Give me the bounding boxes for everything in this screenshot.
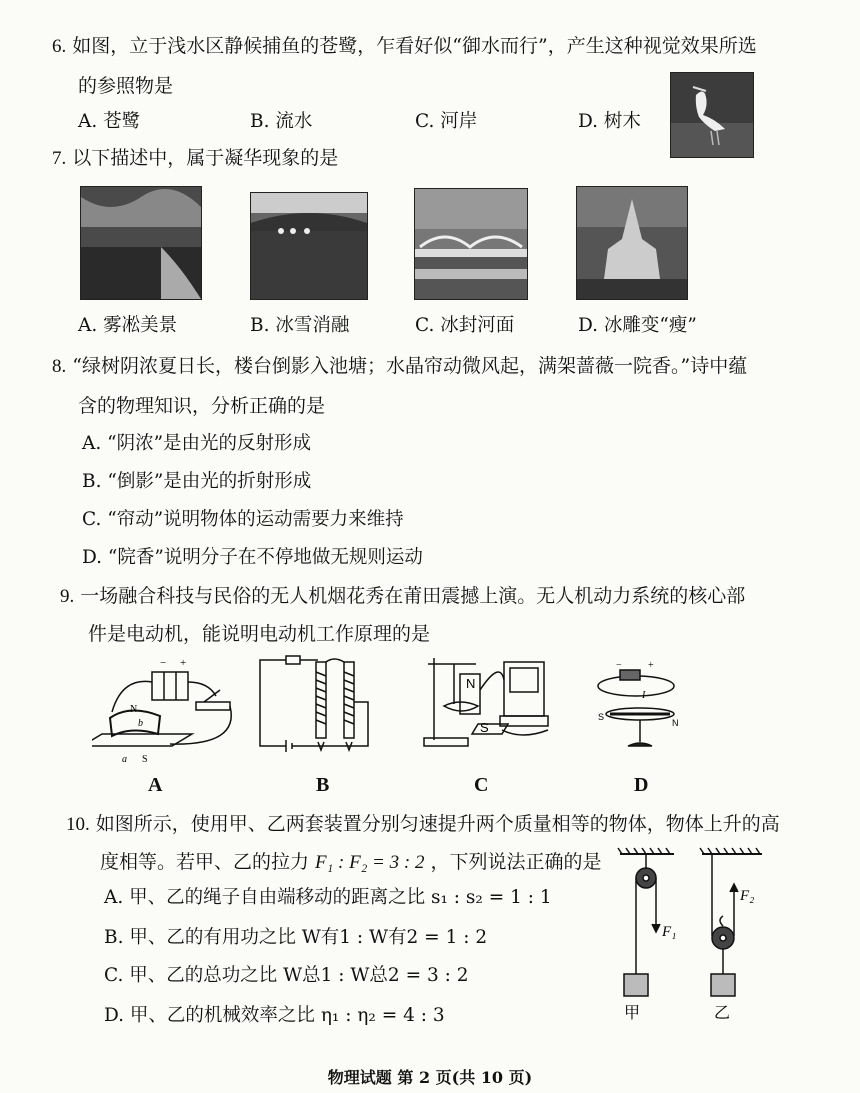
q8-number: 8.: [52, 356, 67, 377]
q6-option-d: D. 树木: [578, 111, 641, 132]
q7-option-c: C. 冰封河面: [415, 315, 515, 336]
fig-a-n: N: [130, 704, 138, 715]
frozen-river-photo: [414, 188, 528, 300]
q10-line2-post: ，下列说法正确的是: [430, 851, 602, 873]
q10-option-d: D. 甲、乙的机械效率之比 η₁ : η₂ = 4 : 3: [104, 1005, 445, 1026]
q10-line2-pre: 度相等。若甲、乙的拉力: [100, 851, 316, 873]
q8-option-a: A. “阴浓”是由光的反射形成: [82, 433, 312, 454]
rime-photo: [80, 186, 202, 300]
fig-yi-label: 乙: [714, 1003, 731, 1022]
q6-number: 6.: [52, 36, 67, 57]
heron-photo: [670, 72, 754, 158]
svg-text:−: −: [616, 660, 622, 671]
q7-option-d: D. 冰雕变“瘦”: [578, 315, 697, 336]
q8-line1: [52, 354, 747, 379]
q6-option-a: A. 苍鹭: [78, 111, 141, 132]
q7-option-b: B. 冰雪消融: [250, 315, 350, 336]
melting-photo: [250, 192, 368, 300]
q10-option-a: A. 甲、乙的绳子自由端移动的距离之比 s₁ : s₂ = 1 : 1: [104, 887, 552, 908]
fig-c-n: N: [466, 676, 476, 691]
q6-line2: 的参照物是: [78, 75, 174, 97]
fig-c-s: S: [480, 720, 489, 735]
q10-line2: [100, 850, 602, 875]
fig-f1-label: F₁: [662, 924, 677, 940]
q9-stem: 一场融合科技与民俗的无人机烟花秀在莆田震撼上演。无人机动力系统的核心部: [80, 585, 746, 607]
q7-line1: [52, 146, 338, 171]
q9-label-b: B: [316, 774, 330, 796]
ice-sculpture-photo: [576, 186, 688, 300]
q7-number: 7.: [52, 148, 67, 169]
q6-line1: [52, 34, 757, 59]
q9-line1: [60, 584, 745, 609]
q7-option-a: A. 雾凇美景: [78, 315, 178, 336]
q7-stem: 以下描述中，属于凝华现象的是: [72, 147, 339, 169]
q9-figure-b: [256, 652, 376, 756]
fig-d-i: I: [642, 690, 646, 701]
q6-option-b: B. 流水: [250, 111, 313, 132]
q6-option-c: C. 河岸: [415, 111, 478, 132]
q9-line2: 件是电动机，能说明电动机工作原理的是: [88, 623, 431, 645]
fig-d-n: N: [672, 718, 679, 728]
q10-stem: 如图所示，使用甲、乙两套装置分别匀速提升两个质量相等的物体，物体上升的高: [95, 813, 780, 835]
fig-jia-label: 甲: [624, 1003, 641, 1022]
q9-figure-a: [92, 654, 242, 766]
q9-label-a: A: [148, 774, 163, 796]
q9-label-d: D: [634, 774, 649, 796]
q8-option-c: C. “帘动”说明物体的运动需要力来维持: [82, 509, 404, 530]
page-footer: 物理试题 第 2 页(共 10 页): [327, 1068, 533, 1087]
q8-option-d: D. “院香”说明分子在不停地做无规则运动: [82, 547, 423, 568]
q10-line1: [66, 812, 780, 837]
svg-text:−: −: [160, 657, 167, 669]
q10-pulley-figure: [612, 846, 772, 1022]
fig-d-s: S: [598, 712, 605, 722]
fig-f2-label: F₂: [740, 888, 755, 904]
q10-force-ratio: F₁ : F₂ = 3 : 2: [315, 852, 425, 873]
q9-number: 9.: [60, 586, 75, 607]
q8-stem: “绿树阴浓夏日长，楼台倒影入池塘；水晶帘动微风起，满架蔷薇一院香。”诗中蕴: [72, 355, 748, 377]
q9-figure-d: [590, 656, 700, 752]
q8-line2: 含的物理知识，分析正确的是: [78, 395, 326, 417]
fig-a-s: S: [142, 754, 148, 765]
q9-figure-c: [420, 654, 560, 750]
fig-a-a: a: [122, 754, 127, 765]
svg-text:+: +: [648, 660, 654, 671]
fig-a-b: b: [138, 718, 143, 729]
q8-option-b: B. “倒影”是由光的折射形成: [82, 471, 312, 492]
q6-stem: 如图，立于浅水区静候捕鱼的苍鹭，乍看好似“御水而行”，产生这种视觉效果所选: [72, 35, 757, 57]
q10-number: 10.: [66, 814, 90, 835]
svg-text:+: +: [180, 657, 187, 669]
q10-option-c: C. 甲、乙的总功之比 W总1 : W总2 = 3 : 2: [104, 965, 469, 986]
q10-option-b: B. 甲、乙的有用功之比 W有1 : W有2 = 1 : 2: [104, 927, 488, 948]
q9-label-c: C: [474, 774, 489, 796]
